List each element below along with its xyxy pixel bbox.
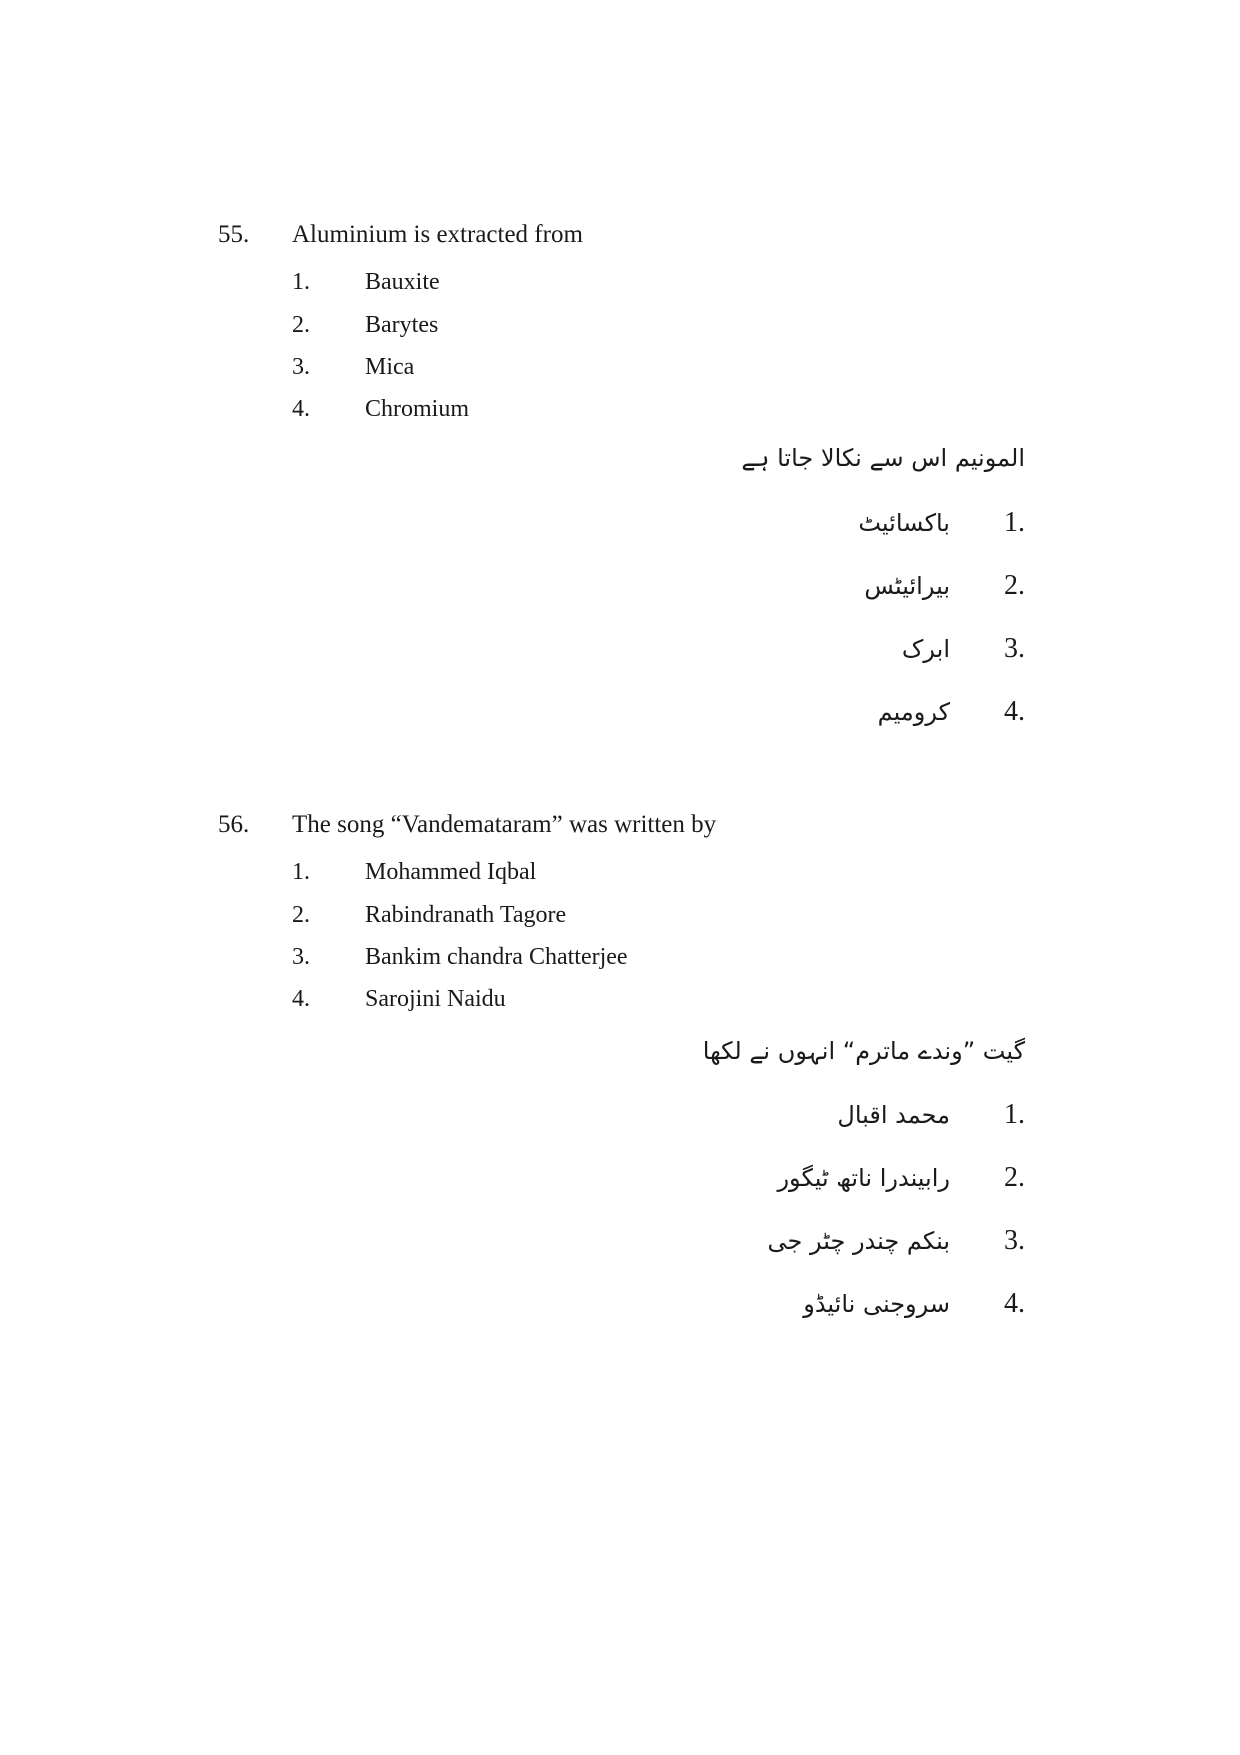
urdu-option-text: محمد اقبال xyxy=(837,1101,950,1129)
urdu-option-number: 4. xyxy=(1004,696,1025,727)
option-number: 3. xyxy=(292,944,310,970)
urdu-option-number: 1. xyxy=(1004,507,1025,538)
option-text: Bauxite xyxy=(365,269,440,295)
option-number: 1. xyxy=(292,859,310,885)
option-text: Mohammed Iqbal xyxy=(365,859,537,885)
question-text: Aluminium is extracted from xyxy=(292,221,583,248)
option-text: Mica xyxy=(365,354,415,380)
option-text: Rabindranath Tagore xyxy=(365,902,567,928)
urdu-option-text: ابرک xyxy=(901,635,950,663)
option-number: 4. xyxy=(292,396,310,422)
urdu-option-number: 1. xyxy=(1004,1099,1025,1130)
urdu-option-text: کرومیم xyxy=(877,698,950,726)
option-text: Sarojini Naidu xyxy=(365,986,506,1012)
urdu-option-text: سروجنی نائیڈو xyxy=(803,1290,950,1318)
urdu-option-number: 2. xyxy=(1004,570,1025,601)
urdu-question-text: گیت ”وندے ماترم“ انہوں نے لکھا xyxy=(702,1037,1025,1065)
question-text: The song “Vandemataram” was written by xyxy=(292,811,717,838)
option-number: 1. xyxy=(292,269,310,295)
option-number: 4. xyxy=(292,986,310,1012)
option-number: 3. xyxy=(292,354,310,380)
option-number: 2. xyxy=(292,902,310,928)
option-text: Bankim chandra Chatterjee xyxy=(365,944,628,970)
question-number: 56. xyxy=(218,811,250,838)
option-text: Chromium xyxy=(365,396,470,422)
question-number: 55. xyxy=(218,221,250,248)
urdu-option-number: 3. xyxy=(1004,633,1025,664)
urdu-option-text: بنکم چندر چٹر جی xyxy=(767,1227,950,1255)
urdu-option-number: 3. xyxy=(1004,1225,1025,1256)
urdu-option-text: باکسائیٹ xyxy=(858,509,950,537)
urdu-option-text: رابیندرا ناتھ ٹیگور xyxy=(777,1164,950,1192)
urdu-option-text: بیرائیٹس xyxy=(864,572,950,600)
urdu-question-text: المونیم اس سے نکالا جاتا ہے xyxy=(741,444,1025,472)
urdu-option-number: 2. xyxy=(1004,1162,1025,1193)
option-text: Barytes xyxy=(365,312,439,338)
option-number: 2. xyxy=(292,312,310,338)
urdu-option-number: 4. xyxy=(1004,1288,1025,1319)
